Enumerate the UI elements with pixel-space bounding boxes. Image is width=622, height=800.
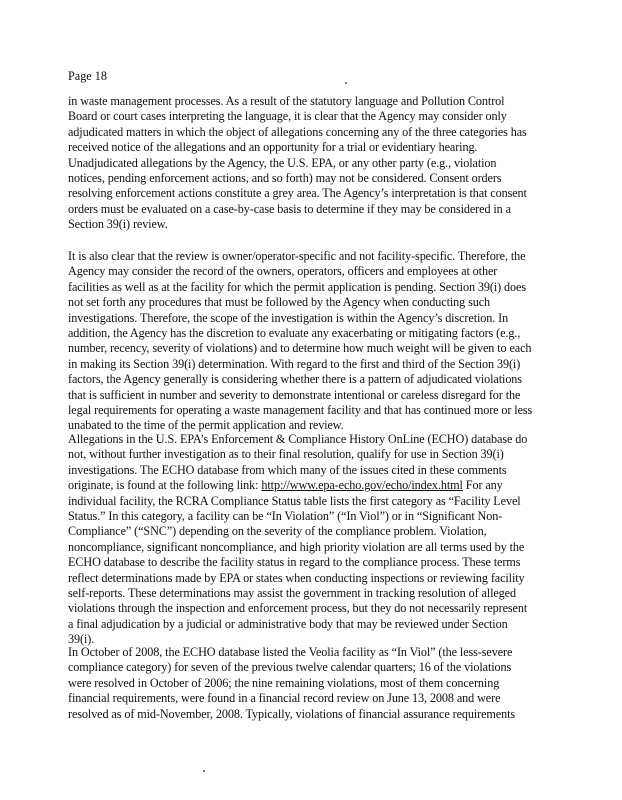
paragraph-4 bbox=[68, 645, 565, 722]
text-line: 39(i). bbox=[68, 632, 95, 647]
text-line: not, without further investigation as to their final resolution, qualify for use in Section 39(i) bbox=[68, 447, 504, 462]
text-line: financial requirements, were found in a financial record review on June 13, 2008 and were bbox=[68, 691, 501, 706]
text-line: number, recency, severity of violations) and to determine how much weight will be given to each bbox=[68, 341, 532, 356]
text-line-with-link bbox=[68, 478, 565, 493]
text-line: resolved as of mid-November, 2008. Typically, violations of financial assurance requirements bbox=[68, 706, 516, 721]
text-line: individual facility, the RCRA Compliance Status table lists the first category as “Facility Level bbox=[68, 493, 521, 508]
text-line: violations through the inspection and enforcement process, but they do not necessarily represent bbox=[68, 601, 528, 616]
text-line: in waste management processes. As a result of the statutory language and Pollution Control bbox=[68, 94, 505, 108]
text-line: Agency may consider the record of the owners, operators, officers and employees at other bbox=[68, 264, 498, 279]
text-line: Allegations in the U.S. EPA’s Enforcement & Compliance History OnLine (ECHO) database do bbox=[68, 432, 528, 446]
text-segment: For any bbox=[462, 478, 503, 493]
text-line: legal requirements for operating a waste management facility and that has continued more or less bbox=[68, 403, 533, 418]
text-line: unabated to the time of the permit application and review. bbox=[68, 418, 344, 433]
text-line: noncompliance, significant noncompliance, and high priority violation are all terms used by the bbox=[68, 539, 525, 554]
text-line: reflect determinations made by EPA or states when conducting inspections or reviewing facility bbox=[68, 570, 525, 585]
text-line: Section 39(i) review. bbox=[68, 217, 168, 232]
text-line: ECHO database to describe the facility status in regard to the compliance process. These terms bbox=[68, 555, 521, 570]
text-line: compliance category) for seven of the previous twelve calendar quarters; 16 of the violations bbox=[68, 660, 512, 675]
text-line: Unadjudicated allegations by the Agency, the U.S. EPA, or any other party (e.g., violation bbox=[68, 155, 497, 170]
text-line: a final adjudication by a judicial or administrative body that may be reviewed under Section bbox=[68, 616, 508, 631]
text-line: investigations. The ECHO database from which many of the issues cited in these comments bbox=[68, 462, 507, 477]
text-line: Compliance” (“SNC”) depending on the severity of the compliance problem. Violation, bbox=[68, 524, 487, 539]
scan-speck bbox=[203, 770, 205, 772]
paragraph-2 bbox=[68, 249, 565, 434]
text-segment: originate, is found at the following link: bbox=[68, 478, 262, 493]
text-line: Status.” In this category, a facility can be “In Violation” (“In Viol”) or in “Significant Non- bbox=[68, 509, 503, 524]
text-line: In October of 2008, the ECHO database listed the Veolia facility as “In Viol” (the less-severe bbox=[68, 645, 513, 659]
text-line: notices, pending enforcement actions, and so forth) may not be considered. Consent orders bbox=[68, 171, 502, 186]
text-line: not set forth any procedures that must be followed by the Agency when conducting such bbox=[68, 295, 491, 310]
text-line: factors, the Agency generally is considering whether there is a pattern of adjudicated violations bbox=[68, 372, 522, 387]
scan-speck bbox=[345, 82, 347, 84]
text-line: addition, the Agency has the discretion to evaluate any exacerbating or mitigating factors (e.g., bbox=[68, 326, 521, 341]
paragraph-1 bbox=[68, 94, 565, 233]
echo-database-link[interactable]: http://www.epa-echo.gov/echo/index.html bbox=[261, 478, 463, 493]
page-number: Page 18 bbox=[68, 69, 107, 83]
text-line: It is also clear that the review is owner/operator-specific and not facility-specific. Therefore, the bbox=[68, 249, 526, 263]
text-line: facilities as well as at the facility for which the permit application is pending. Section 39(i) does bbox=[68, 279, 526, 294]
text-line: investigations. Therefore, the scope of the investigation is within the Agency’s discretion. In bbox=[68, 310, 509, 325]
text-line: Board or court cases interpreting the language, it is clear that the Agency may consider only bbox=[68, 109, 507, 124]
text-line: orders must be evaluated on a case-by-case basis to determine if they may be considered in a bbox=[68, 201, 511, 216]
text-line: adjudicated matters in which the object of allegations concerning any of the three categories has bbox=[68, 124, 527, 139]
paragraph-3 bbox=[68, 432, 565, 648]
text-line: self-reports. These determinations may assist the government in tracking resolution of alleged bbox=[68, 586, 516, 601]
text-line: received notice of the allegations and an opportunity for a trial or evidentiary hearing. bbox=[68, 140, 478, 155]
text-line: resolving enforcement actions constitute a grey area. The Agency’s interpretation is that consent bbox=[68, 186, 527, 201]
text-line: that is sufficient in number and severity to demonstrate intentional or careless disregard for the bbox=[68, 387, 521, 402]
text-line: were resolved in October of 2006; the nine remaining violations, most of them concerning bbox=[68, 675, 500, 690]
text-line: in making its Section 39(i) determination. With regard to the first and third of the Section 39(i) bbox=[68, 356, 521, 371]
